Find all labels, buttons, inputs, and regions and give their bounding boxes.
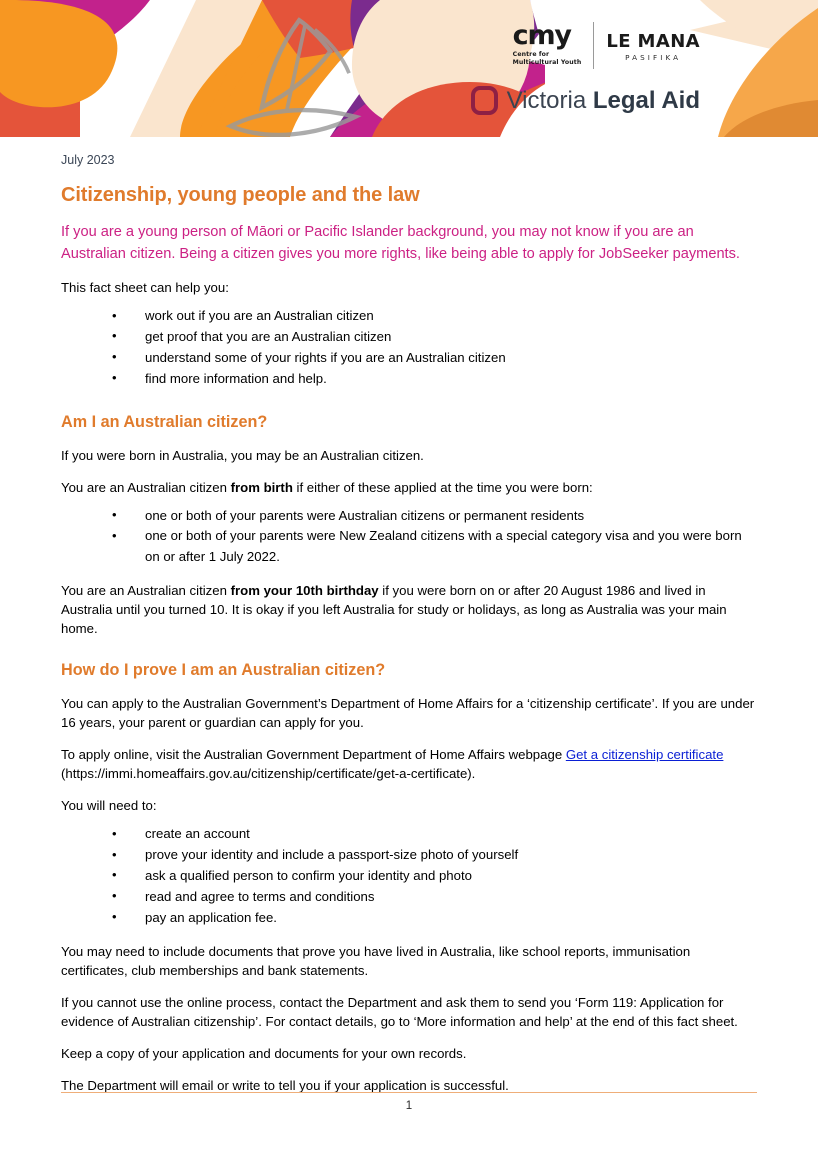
le-mana-pasifika-logo [606,29,700,61]
section1-p3-before: You are an Australian citizen [61,583,231,599]
list-item: • get proof that you are an Australian citizen [112,327,756,348]
section1-p3-emphasis: from your 10th birthday [230,583,379,599]
cmy-subtitle-line-1: Centre for [512,51,550,59]
list-item: • understand some of your rights if you are an Australian citizen [112,348,756,369]
lead-in-text: This fact sheet can help you: [61,280,229,296]
cmy-wordmark: cmy [512,20,571,52]
list-item: • ask a qualified person to confirm your identity and photo [112,866,756,887]
section2-p2-before: To apply online, visit the Australian Government Department of Home Affairs webpage [61,747,566,763]
page-title: Citizenship, young people and the law [61,184,420,207]
vla-word-victoria: Victoria [506,86,593,114]
le-mana-wordmark: LE MANA [606,31,700,53]
document-date: July 2023 [61,153,115,167]
section2-paragraph-6: The Department will email or write to tell you if your application is successful. [61,1077,509,1093]
footer-divider [61,1092,757,1093]
vla-word-legal-aid: Legal Aid [592,86,700,114]
section2-list-lead-in: You will need to: [61,798,157,814]
sail-icon [0,14,702,137]
pasifika-wordmark: PASIFIKA [625,53,682,63]
fact-sheet-help-list [61,306,756,389]
partner-logos [513,22,700,69]
page-footer [61,1092,757,1114]
section1-paragraph-1: If you were born in Australia, you may be an Australian citizen. [61,447,424,463]
victoria-legal-aid-logo [471,86,700,115]
get-a-citizenship-certificate-link[interactable]: Get a citizenship certificate [565,747,724,763]
from-birth-conditions-list [61,506,756,569]
list-item: • one or both of your parents were New Zealand citizens with a special category visa and you were born on or after 1 July 2022. [112,526,756,568]
page-number: 1 [405,1100,413,1113]
document-content [0,152,818,1095]
section-heading-how-do-i-prove: How do I prove I am an Australian citizen? [61,661,386,680]
header-banner [0,0,818,137]
section2-p2-after: (https://immi.homeaffairs.gov.au/citizenship/certificate/get-a-certificate). [61,766,476,782]
section1-p3-after: if you were born on or after 20 August 1986 and lived in Australia until you turned 10. It is okay if you left Australia for study or holidays, as long as Australia was your main home. [61,583,727,637]
list-item: • find more information and help. [112,369,756,390]
section2-paragraph-2 [61,745,756,783]
section1-paragraph-2 [61,478,756,497]
intro-paragraph: If you are a young person of Māori or Pacific Islander background, you may not know if you are an Australian citizen. Being a citizen gives you more rights, like being able to apply for JobSeeker payments. [61,224,740,262]
list-item: • create an account [112,824,756,845]
list-item: • prove your identity and include a passport-size photo of yourself [112,845,756,866]
cmy-subtitle-line-2: Multicultural Youth [512,59,582,67]
section2-paragraph-1: You can apply to the Australian Government’s Department of Home Affairs for a ‘citizenship certificate’. If you are under 16 years, your parent or guardian can apply for you. [61,696,755,731]
section1-paragraph-3 [61,581,756,638]
list-item: • read and agree to terms and conditions [112,887,756,908]
section1-p2-after: if either of these applied at the time you were born: [292,479,593,495]
section2-paragraph-5: Keep a copy of your application and documents for your own records. [61,1045,467,1061]
list-item: • pay an application fee. [112,908,756,929]
application-requirements-list [61,824,756,928]
section2-paragraph-3: You may need to include documents that prove you have lived in Australia, like school reports, immunisation certificates, club memberships and bank statements. [61,943,691,978]
section1-p2-emphasis: from birth [230,479,293,495]
list-item: • work out if you are an Australian citizen [112,306,756,327]
section2-paragraph-4: If you cannot use the online process, contact the Department and ask them to send you ‘Form 119: Application for evidence of Australian citizenship’. For contact details, go to ‘More information and help’ at the end of this fact sheet. [61,994,738,1029]
section1-p2-before: You are an Australian citizen [61,479,231,495]
vla-wordmark [506,86,700,114]
vla-square-mark-icon [471,86,498,115]
list-item: • one or both of your parents were Australian citizens or permanent residents [112,506,756,527]
section-heading-am-i-a-citizen: Am I an Australian citizen? [61,412,268,431]
